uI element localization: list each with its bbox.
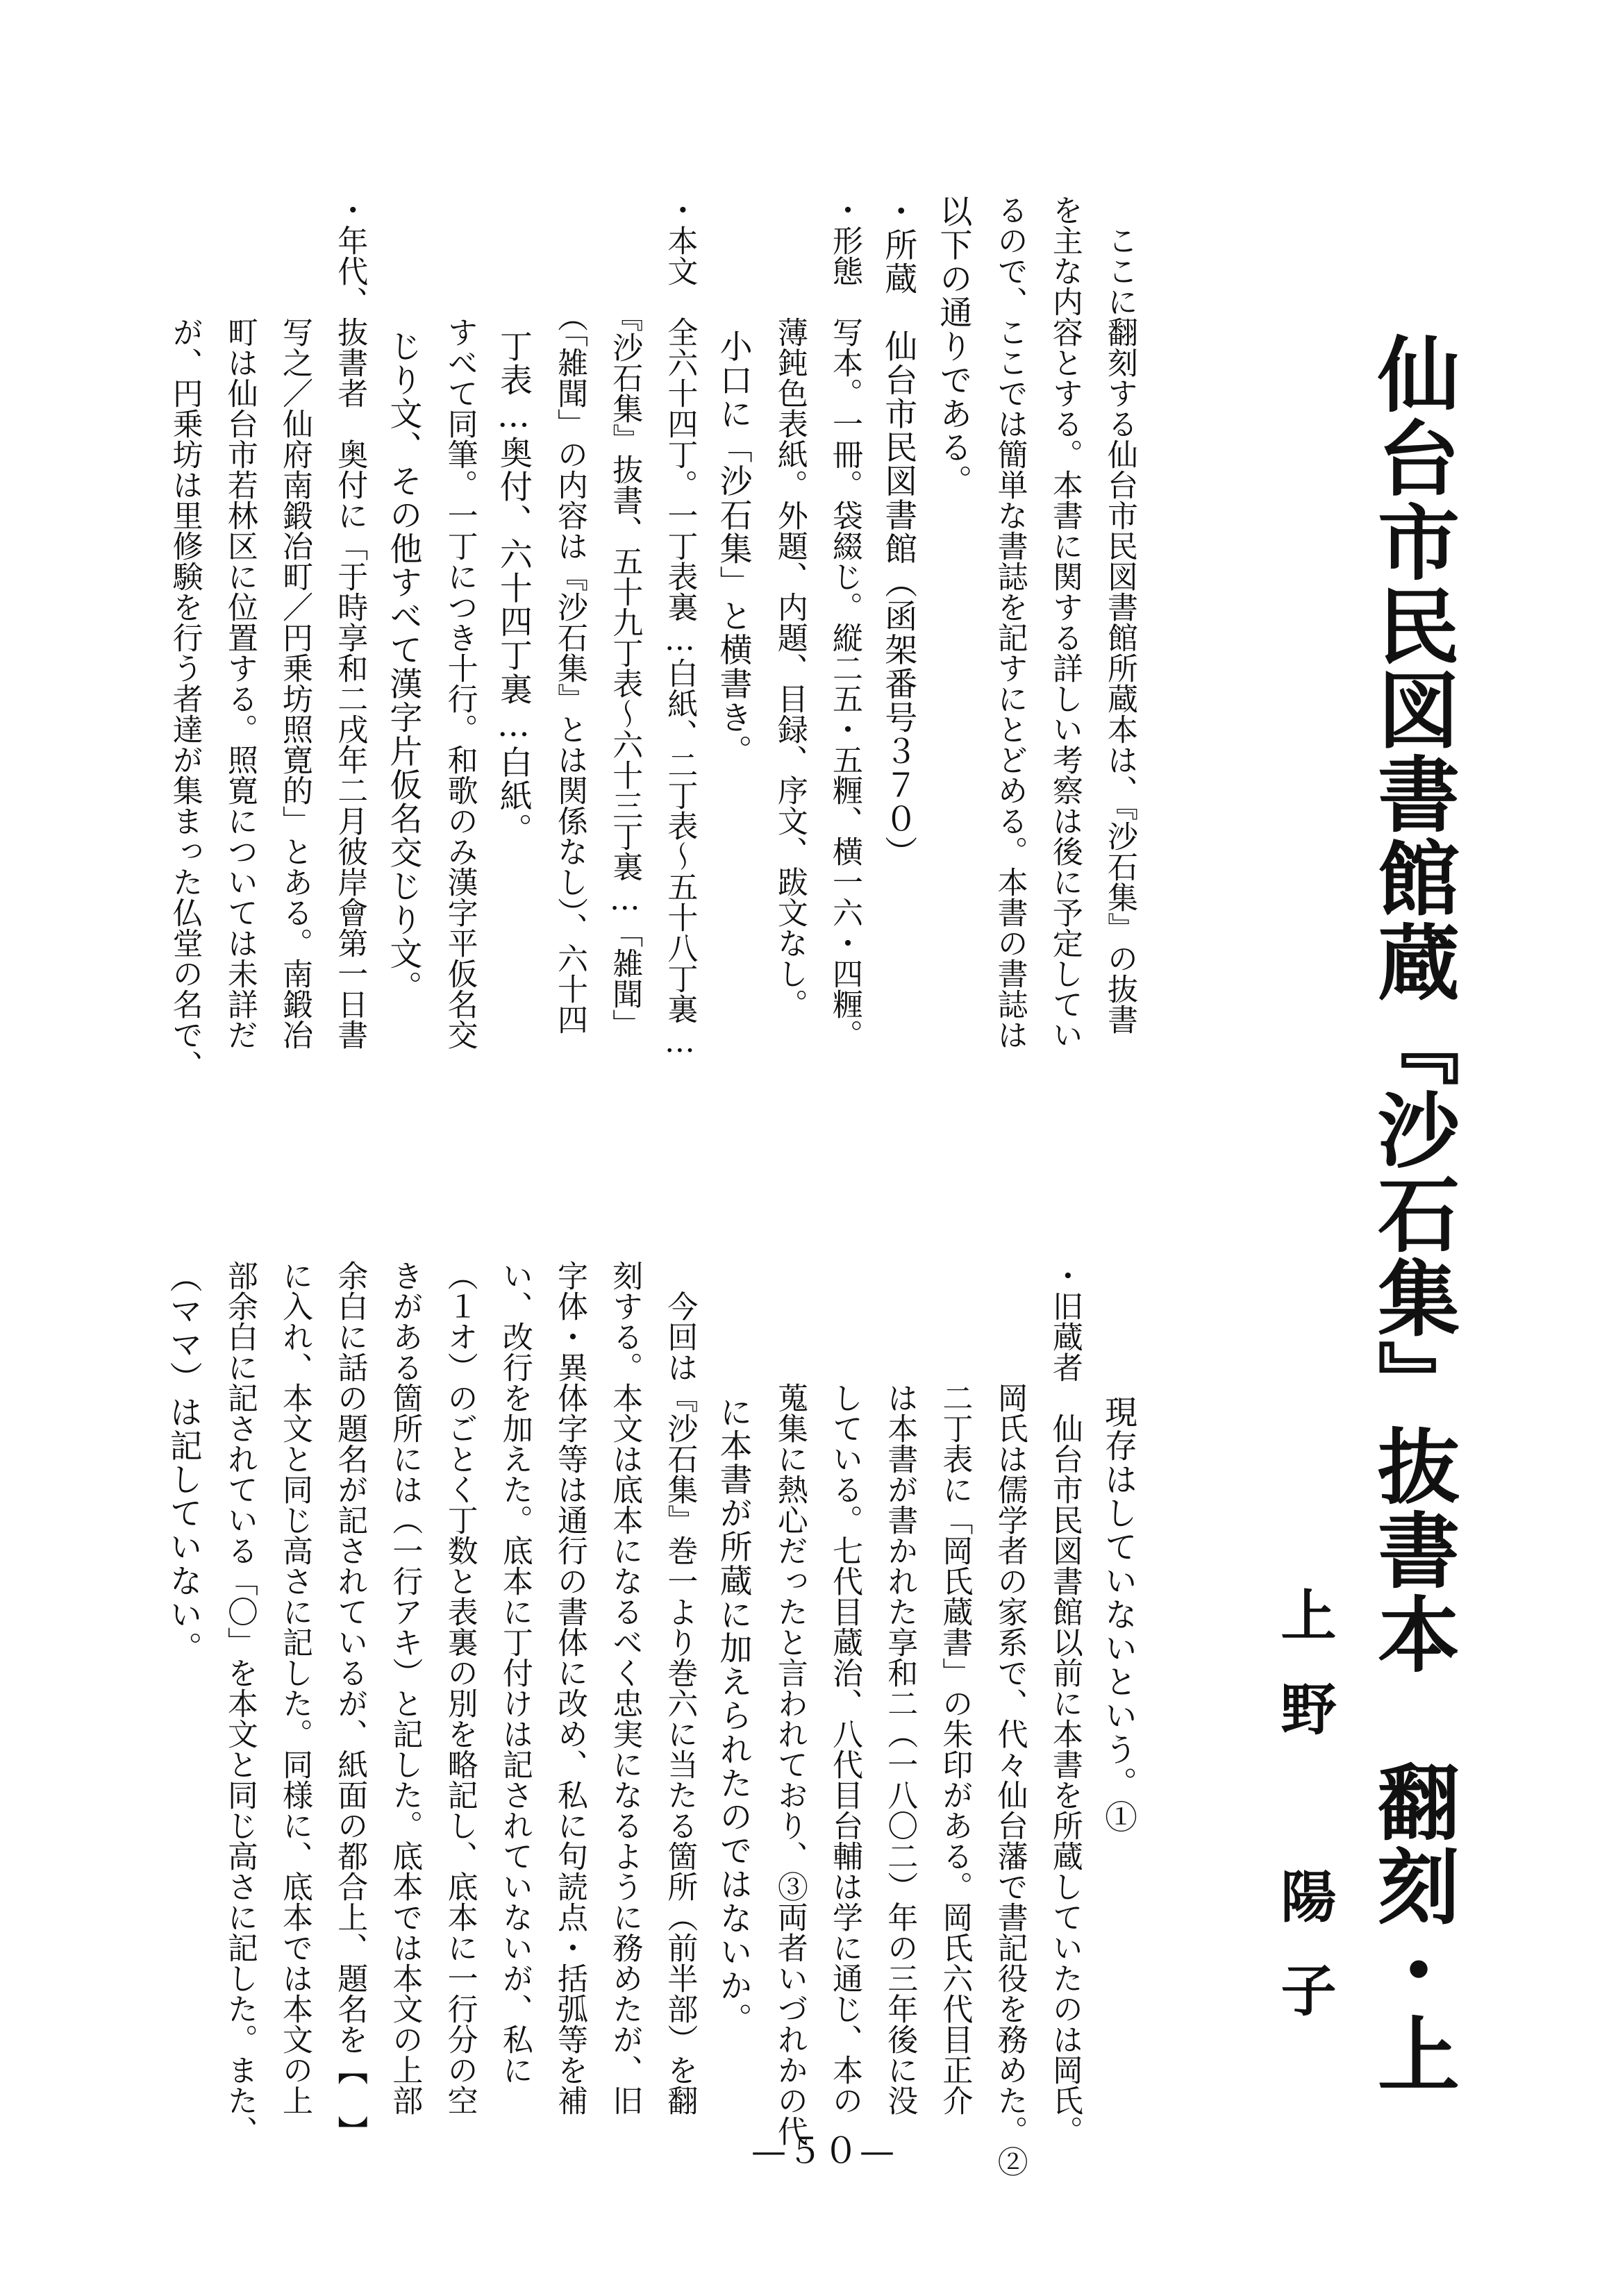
text-column: ・年代、抜書者 奥付に「于時享和二戌年二月彼岸會第一日書	[332, 194, 368, 1050]
text-column: 余白に話の題名が記されているが、紙面の都合上、題名を【 】	[332, 1260, 368, 2146]
text-column: 町は仙台市若林区に位置する。照寛については未詳だ	[222, 194, 258, 1050]
text-column: （ママ）は記していない。	[164, 1260, 203, 1666]
article-title: 仙台市民図書館蔵『沙石集』抜書本 翻刻・上	[1364, 332, 1460, 2096]
text-column: じり文、その他すべて漢字片仮名交じり文。	[384, 194, 423, 1005]
text-column: 字体・異体字等は通行の書体に改め、私に句読点・括弧等を補	[552, 1260, 587, 2115]
text-column: すべて同筆。一丁につき十行。和歌のみ漢字平仮名交	[442, 194, 478, 1050]
text-column: 蒐集に熱心だったと言われており、③両者いづれかの代	[772, 1260, 808, 2146]
text-column: 現存はしていないという。①	[1099, 1260, 1137, 1834]
text-column: 岡氏は儒学者の家系で、代々仙台藩で書記役を務めた。②	[992, 1260, 1028, 2177]
author-name: 上野 陽子	[1271, 1586, 1337, 2055]
text-column: 丁表…奥付、六十四丁裏…白紙。	[494, 194, 533, 847]
text-column: 薄鈍色表紙。外題、内題、目録、序文、跋文なし。	[772, 194, 808, 1019]
text-column: きがある箇所には（一行アキ）と記した。底本では本文の上部	[387, 1260, 423, 2115]
text-column: 刻する。本文は底本になるべく忠実になるように務めたが、旧	[607, 1260, 643, 2115]
text-column: ・形態 写本。一冊。袋綴じ。縦二五・五糎、横一六・四糎。	[827, 194, 862, 1050]
text-column: 今回は『沙石集』巻一より巻六に当たる箇所（前半部）を翻	[662, 1260, 698, 2115]
text-column: に本書が所蔵に加えられたのではないか。	[714, 1260, 753, 2036]
text-column: に入れ、本文と同じ高さに記した。同様に、底本では本文の上	[277, 1260, 312, 2115]
text-column: るので、ここでは簡単な書誌を記すにとどめる。本書の書誌は	[992, 194, 1028, 1050]
text-column: い、改行を加えた。底本に丁付けは記されていないが、私に	[497, 1260, 533, 2085]
text-column: は本書が書かれた享和二（一八〇二）年の三年後に没	[882, 1260, 918, 2115]
text-column: 以下の通りである。	[934, 194, 973, 498]
text-column: を主な内容とする。本書に関する詳しい考察は後に予定してい	[1046, 194, 1083, 1050]
text-column: （１オ）のごとく丁数と表裏の別を略記し、底本に一行分の空	[442, 1260, 478, 2115]
text-column: 二丁表に「岡氏蔵書」の朱印がある。岡氏六代目正介	[937, 1260, 973, 2115]
text-column: ・旧蔵者 仙台市民図書館以前に本書を所蔵していたのは岡氏。	[1046, 1260, 1083, 2146]
text-column: ここに翻刻する仙台市民図書館所蔵本は、『沙石集』の抜書	[1102, 194, 1137, 1034]
text-column: している。七代目蔵治、八代目台輔は学に通じ、本の	[827, 1260, 862, 2115]
page-number: —５０—	[751, 2131, 896, 2171]
text-column: 写之／仙府南鍛冶町／円乗坊照寛的」とある。南鍛冶	[277, 194, 312, 1050]
text-column: 『沙石集』抜書、五十九丁表〜六十三丁裏…「雑聞」	[607, 194, 643, 1039]
text-column: 小口に「沙石集」と横書き。	[714, 194, 753, 769]
text-column: 部余白に記されている「〇」を本文と同じ高さに記した。また、	[222, 1260, 258, 2146]
text-column: ・所蔵 仙台市民図書館（函架番号３７０）	[879, 194, 918, 869]
text-column: （「雑聞」の内容は『沙石集』とは関係なし）、六十四	[552, 194, 587, 1034]
text-column: ・本文 全六十四丁。一丁表裏…白紙、二丁表〜五十八丁裏…	[662, 194, 698, 1059]
text-column: が、円乗坊は里修験を行う者達が集まった仏堂の名で、	[167, 194, 203, 1080]
